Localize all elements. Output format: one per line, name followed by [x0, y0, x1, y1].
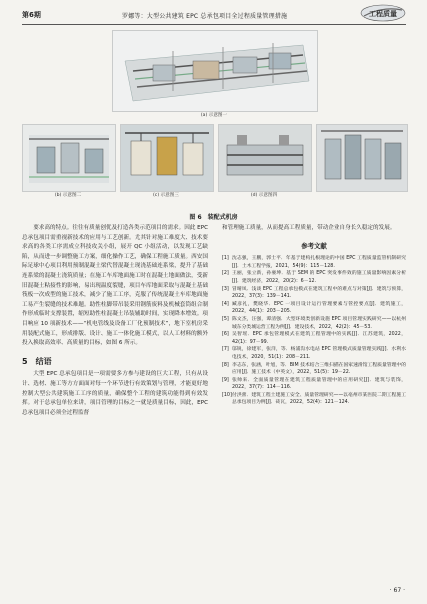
reference-item: [4] 臧彦礼，樊晓华．EPC 一项目设计运行管理要素与管控要点[J]．建筑施工，2022，44(1)：203－205. [222, 301, 406, 315]
figure-panel-d [218, 124, 312, 192]
section-heading: 5 结语 [22, 356, 52, 366]
body-paragraph: 大型 EPC 总承包项目是一项需要多方参与建设的巨大工程，只有从设计、选材、施工等方方面面对每一个环节进行有效策划与管理，才能更好地控制大型公共建筑施工工序的质量，确保整个工程的建筑功能得到有效发挥。对于总承包单位来讲，项目管理的目标之一就是质量目标，因此，EPC 总承包项目必须全过程监督 [22, 371, 208, 416]
figure-panel-b [22, 124, 116, 192]
right-column [222, 224, 406, 407]
issue-number: 第6期 [22, 11, 41, 19]
figure-panel-e [316, 124, 408, 192]
left-column [22, 224, 208, 418]
panel-c-label: (c) 示意图三 [153, 193, 179, 198]
reference-item: [5] 陈文杰，汪强，谭清强．大型环境类创新设施 EPC 项目管理实践研究——以杭州城东分类城运营工程为例[J]．建设技术，2022，42(2)：45－53. [222, 316, 406, 330]
pipe-render-d [219, 125, 311, 191]
reference-item: [3] 冒晴凤．浅谈 EPC 工程总承包模式在建筑工程中的难点与对策[J]．建筑与预算，2022，37(3)：139－141. [222, 286, 406, 300]
running-title: 罗娜等：大型公共建筑 EPC 总承包项目全过程质量管理措施 [122, 13, 288, 20]
svg-text:工程质量: 工程质量 [369, 10, 397, 18]
pipe-render-a [113, 31, 317, 111]
figure-panel-c [120, 124, 214, 192]
pipe-render-b [23, 125, 115, 191]
panel-d-label: (d) 示意图四 [250, 193, 278, 198]
journal-logo [360, 4, 406, 22]
reference-item: [10] 付洪蕾．建筑工程土建施工安全、质量管理研究——以亳州市某医院二期工程施工总承包项目为例[J]．砖瓦，2022，52(4)：121－124. [222, 392, 406, 406]
panel-a-label: (a) 示意图一 [200, 113, 228, 118]
body-paragraph: 要求高的特点。往往有质量创优及打造各类示范项目的需求。因此 EPC 总承包项目需重视新技术的应用与工艺创新。尤其针对施工难度大、技术要求高的各类工序需成立科技攻关小组，展开 QC 小组活动，以发现工艺缺陷，从而进一步调整施工方案，细化操作工艺，确保工程施工质量。西安国际足球中心项目利用预制混凝土梁代替混凝土现浇基础连系梁，提升了基础连系梁的混凝土浇筑质量；在施工车库地面施工时在混凝土地面做法，受新旧混凝土粘接性的影响，易出现温度裂缝，项目车库地面采取与混凝土基础筏板一次成型的施工技术，减少了施工工序，克服了传统混凝土车库地面施工易产生裂缝的技术难题。助性柱脚带吊装采用钢筋废料及机械套筒组合制作形成临时支撑装置，缩短助性柱混凝土吊装辅助时间，实现降本增效。项目响应 10 项新技术——“机电管线及设备工厂化预制技术”，地下室机房采用装配式施工，形成排版、设计、施工一体化施工模式，以人工材料的额外投入换取高效率、高质量的目标，如图 6 所示。 [22, 225, 208, 347]
reference-item: [1] 沈志强，王鹏，郭士平．年基于建构扎根理论的中国 EPC 工程质量监管机制研究[J]．土木工程学报，2021，54(9)：115－128. [222, 256, 406, 269]
figure-6 [22, 30, 406, 206]
page-number: · 67 · [389, 587, 405, 594]
panel-b-label: (b) 示意图二 [54, 193, 82, 198]
reference-list [222, 255, 406, 407]
reference-item: [2] 王丽，张立新，孙豪坤．基于 SEM 的 EPC 突发事件效的施工质量影响因素分析[J]．建筑经济，2022，20(2)：6－12. [222, 271, 406, 284]
reference-item: [9] 张帅来．全面质量管理在建筑工程质量管理中的应用研究[J]．建筑与装饰，2022，37(7)：114－116. [222, 377, 406, 391]
reference-item: [8] 李志东，张涵，叶旭，等．BIM 技术结合三维扫描在国家速滑馆工程质量管理中的应用[J]．施工技术（中英文），2022，51(5)：19－22. [222, 362, 406, 376]
figure-panel-a [112, 30, 318, 112]
reference-item: [7] 邬锐，徐建军，张洋，等．杨浦沟水电站 EPC 管理模式质量管理实践[J]．水利水电技术，2020，51(1)：208－211. [222, 347, 406, 360]
references-heading: 参考文献 [301, 241, 327, 250]
body-paragraph: 和管理施工质量，从而提高工程质量，带动企业自身长久稳定的发展。 [222, 225, 396, 231]
reference-item: [6] 吴智瑶．EPC 承包管理模式在建筑工程管理中的实践[J]．江苏建筑，2022，42(1)：97－99. [222, 332, 406, 345]
running-header [22, 8, 406, 25]
pipe-render-e [317, 125, 407, 191]
pipe-render-c [121, 125, 213, 191]
figure-caption: 图 6 装配式机房 [189, 214, 238, 221]
